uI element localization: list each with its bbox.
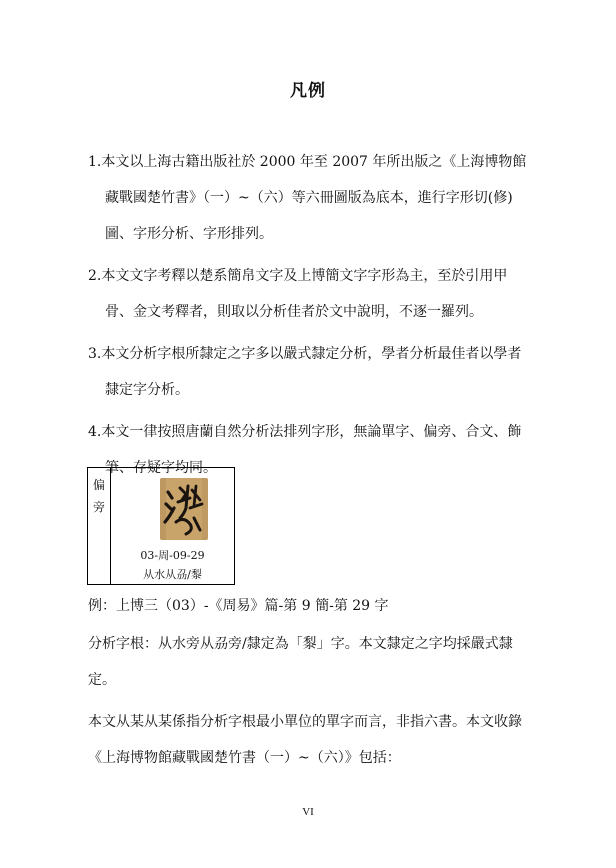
page-number: VI bbox=[302, 806, 314, 818]
rule-item bbox=[88, 336, 532, 408]
slip-code: 03-周-09-29 bbox=[140, 549, 205, 562]
page-title: 凡例 bbox=[290, 81, 326, 101]
rules-list bbox=[88, 144, 532, 492]
rule-text: 4.本文一律按照唐蘭自然分析法排列字形，無論單字、偏旁、合文、飾筆、存疑字均同。 bbox=[88, 424, 522, 476]
label-char: 旁 bbox=[92, 500, 105, 514]
example-table bbox=[87, 467, 235, 585]
table-content-cell bbox=[111, 468, 234, 584]
rule-item bbox=[88, 258, 532, 330]
analysis-note: 分析字根：从水旁从刕旁/隸定為「㴝」字。本文隸定之字均採嚴式隸定。 bbox=[88, 636, 513, 688]
rule-item bbox=[88, 144, 532, 252]
rule-text: 3.本文分析字根所隸定之字多以嚴式隸定分析，學者分析最佳者以學者隸定字分析。 bbox=[88, 346, 522, 398]
label-char: 偏 bbox=[92, 478, 105, 492]
scope-note: 本文从某从某係指分析字根最小單位的單字而言，非指六書。本文收錄《上海博物館藏戰國楚竹書（一）~（六）》包括： bbox=[88, 714, 522, 766]
glyph-image bbox=[160, 478, 208, 540]
table-label-cell bbox=[88, 468, 111, 584]
rule-text: 2.本文文字考釋以楚系簡帛文字及上博簡文字字形為主，至於引用甲骨、金文考釋者，則取以分析佳者於文中說明，不逐一羅列。 bbox=[88, 268, 508, 320]
rule-text: 1.本文以上海古籍出版社於 2000 年至 2007 年所出版之《上海博物館藏戰國楚竹書》（一）~（六）等六冊圖版為底本，進行字形切(修)圖、字形分析、字形排列。 bbox=[88, 154, 527, 242]
slip-analysis: 从水从刕/㴝 bbox=[143, 568, 202, 581]
bamboo-slip-glyph bbox=[160, 478, 208, 540]
example-caption: 例：上博三（03）-《周易》篇-第 9 簡-第 29 字 bbox=[88, 598, 389, 614]
